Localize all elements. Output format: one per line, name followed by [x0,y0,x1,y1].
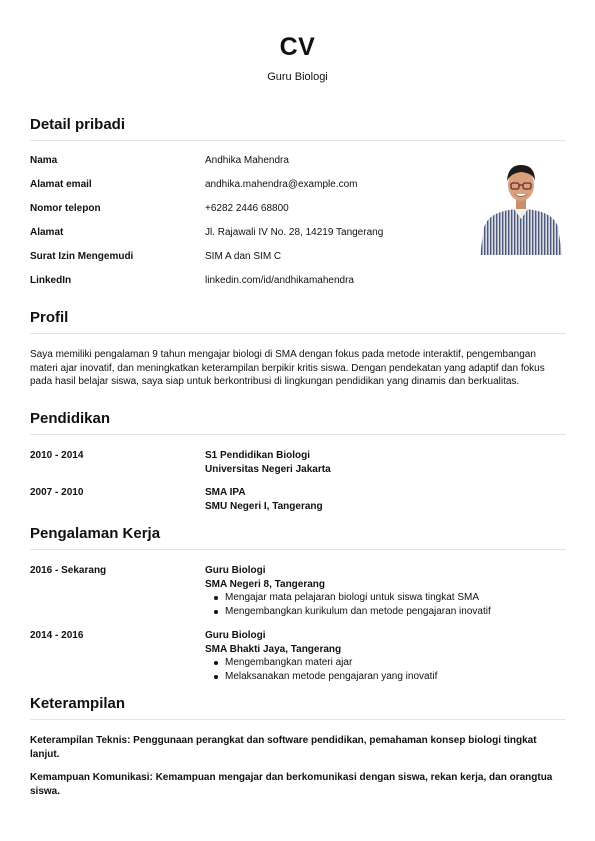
cv-header [0,32,595,84]
entry-period: 2014 - 2016 [30,630,84,641]
profile-photo-image [478,157,564,255]
detail-label: Alamat email [30,179,92,190]
detail-value: linkedin.com/id/andhikamahendra [205,275,354,286]
detail-row-address [30,227,470,251]
detail-row-license [30,251,470,275]
detail-label: Alamat [30,227,64,238]
entry-period: 2016 - Sekarang [30,565,107,576]
section-title-experience: Pengalaman Kerja [30,525,161,542]
detail-label: Nama [30,155,58,166]
duty-item: Mengembangkan kurikulum dan metode pengajaran inovatif [205,605,566,619]
entry-school: SMU Negeri I, Tangerang [205,500,323,512]
profile-photo [478,157,564,255]
skills-section [30,695,566,798]
detail-row-phone [30,203,470,227]
detail-value: Jl. Rajawali IV No. 28, 14219 Tangerang [205,227,384,238]
profile-section [30,309,566,389]
experience-section [30,525,566,683]
entry-role: Guru Biologi [205,630,266,641]
detail-label: Surat Izin Mengemudi [30,251,134,262]
education-entry [30,486,566,513]
entry-period: 2007 - 2010 [30,487,84,498]
duty-item: Melaksanakan metode pengajaran yang inovatif [205,670,566,684]
section-divider [30,719,566,720]
experience-entry [30,564,566,618]
detail-value: Andhika Mahendra [205,155,289,166]
personal-details-section [30,116,566,141]
section-title-profile: Profil [30,309,69,326]
entry-degree: S1 Pendidikan Biologi [205,450,311,461]
detail-label: Nomor telepon [30,203,101,214]
entry-role: Guru Biologi [205,565,266,576]
detail-value: SIM A dan SIM C [205,251,282,262]
detail-label: LinkedIn [30,275,72,286]
profile-text: Saya memiliki pengalaman 9 tahun mengajar biologi di SMA dengan fokus pada metode interaktif, pengembangan materi ajar inovatif, dan meningkatkan keterampilan berpikir kritis siswa. Dengan pendekatan yang adaptif dan fokus pada hasil belajar siswa, saya siap untuk berkontribusi di lingkungan pendidikan yang dinamis dan berkualitas. [30,349,545,387]
entry-period: 2010 - 2014 [30,450,84,461]
education-section [30,410,566,513]
document-subtitle: Guru Biologi [267,71,328,83]
duty-list [205,591,566,618]
education-entry [30,449,566,476]
detail-value: +6282 2446 68800 [205,203,289,214]
detail-row-linkedin [30,275,470,299]
duty-item: Mengajar mata pelajaran biologi untuk siswa tingkat SMA [205,591,566,605]
entry-degree: SMA IPA [205,487,246,498]
entry-employer: SMA Bhakti Jaya, Tangerang [205,643,342,655]
duty-item: Mengembangkan materi ajar [205,656,566,670]
skill-item: Keterampilan Teknis: Penggunaan perangkat dan software pendidikan, pemahaman konsep biologi tingkat lanjut. [30,735,537,760]
section-title-personal: Detail pribadi [30,116,126,133]
section-divider [30,434,566,435]
section-divider [30,549,566,550]
personal-details-list [30,155,470,299]
section-title-skills: Keterampilan [30,695,126,712]
section-divider [30,140,566,141]
detail-value: andhika.mahendra@example.com [205,179,358,190]
section-title-education: Pendidikan [30,410,111,427]
document-title: CV [279,33,316,61]
skill-item: Kemampuan Komunikasi: Kemampuan mengajar dan berkomunikasi dengan siswa, rekan kerja, dan orangtua siswa. [30,772,553,797]
detail-row-email [30,179,470,203]
entry-employer: SMA Negeri 8, Tangerang [205,578,326,590]
section-divider [30,333,566,334]
detail-row-name [30,155,470,179]
entry-school: Universitas Negeri Jakarta [205,463,331,475]
duty-list [205,656,566,683]
experience-entry [30,629,566,683]
